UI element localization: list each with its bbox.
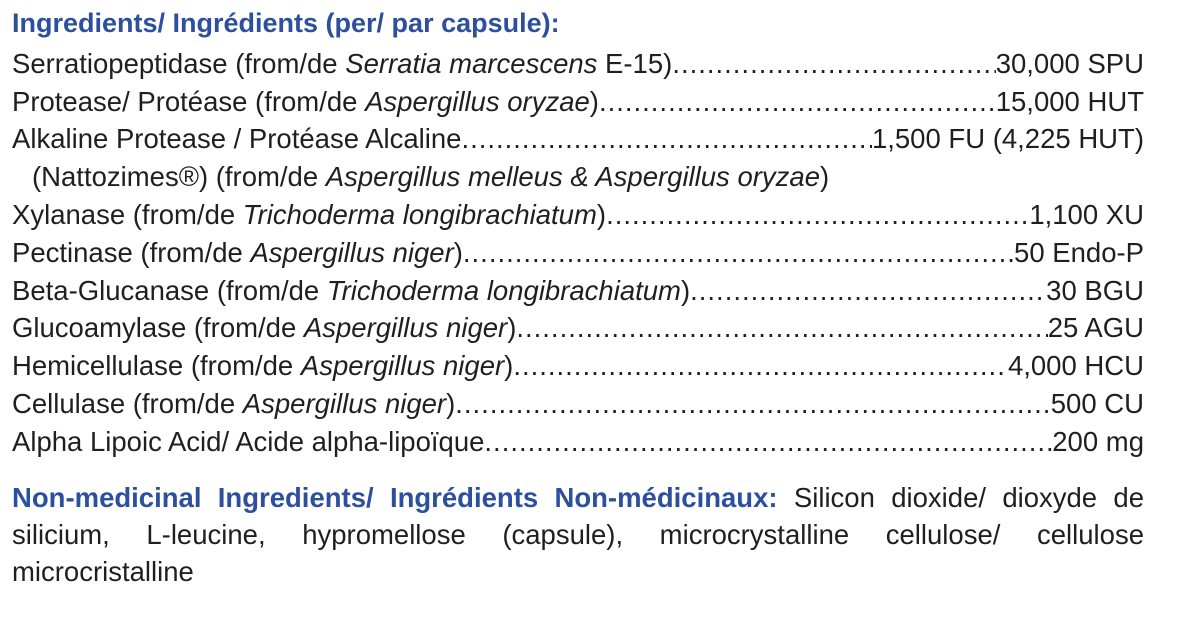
ingredient-row-hemicellulase <box>12 344 1144 382</box>
ingredient-name: Glucoamylase (from/de Aspergillus niger) <box>12 312 517 344</box>
ingredient-name: Cellulase (from/de Aspergillus niger) <box>12 387 456 419</box>
ingredient-row-beta-glucanase <box>12 269 1144 307</box>
ingredient-amount: 30 BGU <box>1046 274 1144 306</box>
ingredient-row-pectinase <box>12 231 1144 269</box>
ingredient-row-nattozimes <box>12 155 1144 193</box>
ingredient-row-alpha-lipoic-acid <box>12 420 1144 458</box>
dot-leader <box>484 426 1052 458</box>
ingredient-amount: 200 mg <box>1052 425 1144 457</box>
ingredient-row-cellulase <box>12 382 1144 420</box>
ingredient-name: Hemicellulase (from/de Aspergillus niger) <box>12 350 514 382</box>
dot-leader <box>599 86 996 118</box>
ingredient-amount: 25 AGU <box>1047 312 1144 344</box>
ingredient-name: Serratiopeptidase (from/de Serratia marcescens E-15) <box>12 47 673 79</box>
ingredient-row-alkaline-protease <box>12 118 1144 156</box>
ingredient-amount: 1,100 XU <box>1029 198 1144 230</box>
ingredient-name: Pectinase (from/de Aspergillus niger) <box>12 236 463 268</box>
ingredient-row-xylanase <box>12 193 1144 231</box>
ingredient-row-glucoamylase <box>12 307 1144 345</box>
ingredient-amount: 1,500 FU (4,225 HUT) <box>871 123 1144 155</box>
ingredient-amount: 500 CU <box>1050 387 1144 419</box>
ingredient-row-serratiopeptidase <box>12 42 1144 80</box>
dot-leader <box>672 48 995 80</box>
ingredient-name: Protease/ Protéase (from/de Aspergillus oryzae) <box>12 85 599 117</box>
non-medicinal-paragraph <box>12 479 1144 590</box>
non-medicinal-text: Silicon dioxide/ dioxyde de silicium, L-leucine, hypromellose (capsule), microcrystalline cellulose/ cellulose microcristalline <box>12 481 1145 587</box>
dot-leader <box>463 237 1014 269</box>
ingredient-name: Xylanase (from/de Trichoderma longibrachiatum) <box>12 198 607 230</box>
ingredient-amount: 30,000 SPU <box>995 47 1144 79</box>
dot-leader <box>690 275 1046 307</box>
dot-leader <box>513 350 1008 382</box>
ingredient-name: Alpha Lipoic Acid/ Acide alpha-lipoïque <box>12 425 485 457</box>
ingredients-heading: Ingredients/ Ingrédients (per/ par capsule): <box>12 8 560 38</box>
dot-leader <box>606 199 1029 231</box>
ingredient-amount: 4,000 HCU <box>1007 350 1144 382</box>
ingredient-amount: 15,000 HUT <box>995 85 1144 117</box>
ingredient-name: Alkaline Protease / Protéase Alcaline <box>12 123 462 155</box>
ingredients-panel <box>12 4 1144 617</box>
ingredient-name: (Nattozimes®) (from/de Aspergillus melleus & Aspergillus oryzae) <box>32 161 830 193</box>
dot-leader <box>455 388 1050 420</box>
dot-leader <box>461 123 872 155</box>
ingredient-amount: 50 Endo-P <box>1014 236 1144 268</box>
ingredient-name: Beta-Glucanase (from/de Trichoderma longibrachiatum) <box>12 274 691 306</box>
dot-leader <box>516 312 1047 344</box>
non-medicinal-label: Non-medicinal Ingredients/ Ingrédients Non-médicinaux: <box>12 481 778 513</box>
ingredients-list <box>12 42 1144 458</box>
ingredient-row-protease <box>12 80 1144 118</box>
